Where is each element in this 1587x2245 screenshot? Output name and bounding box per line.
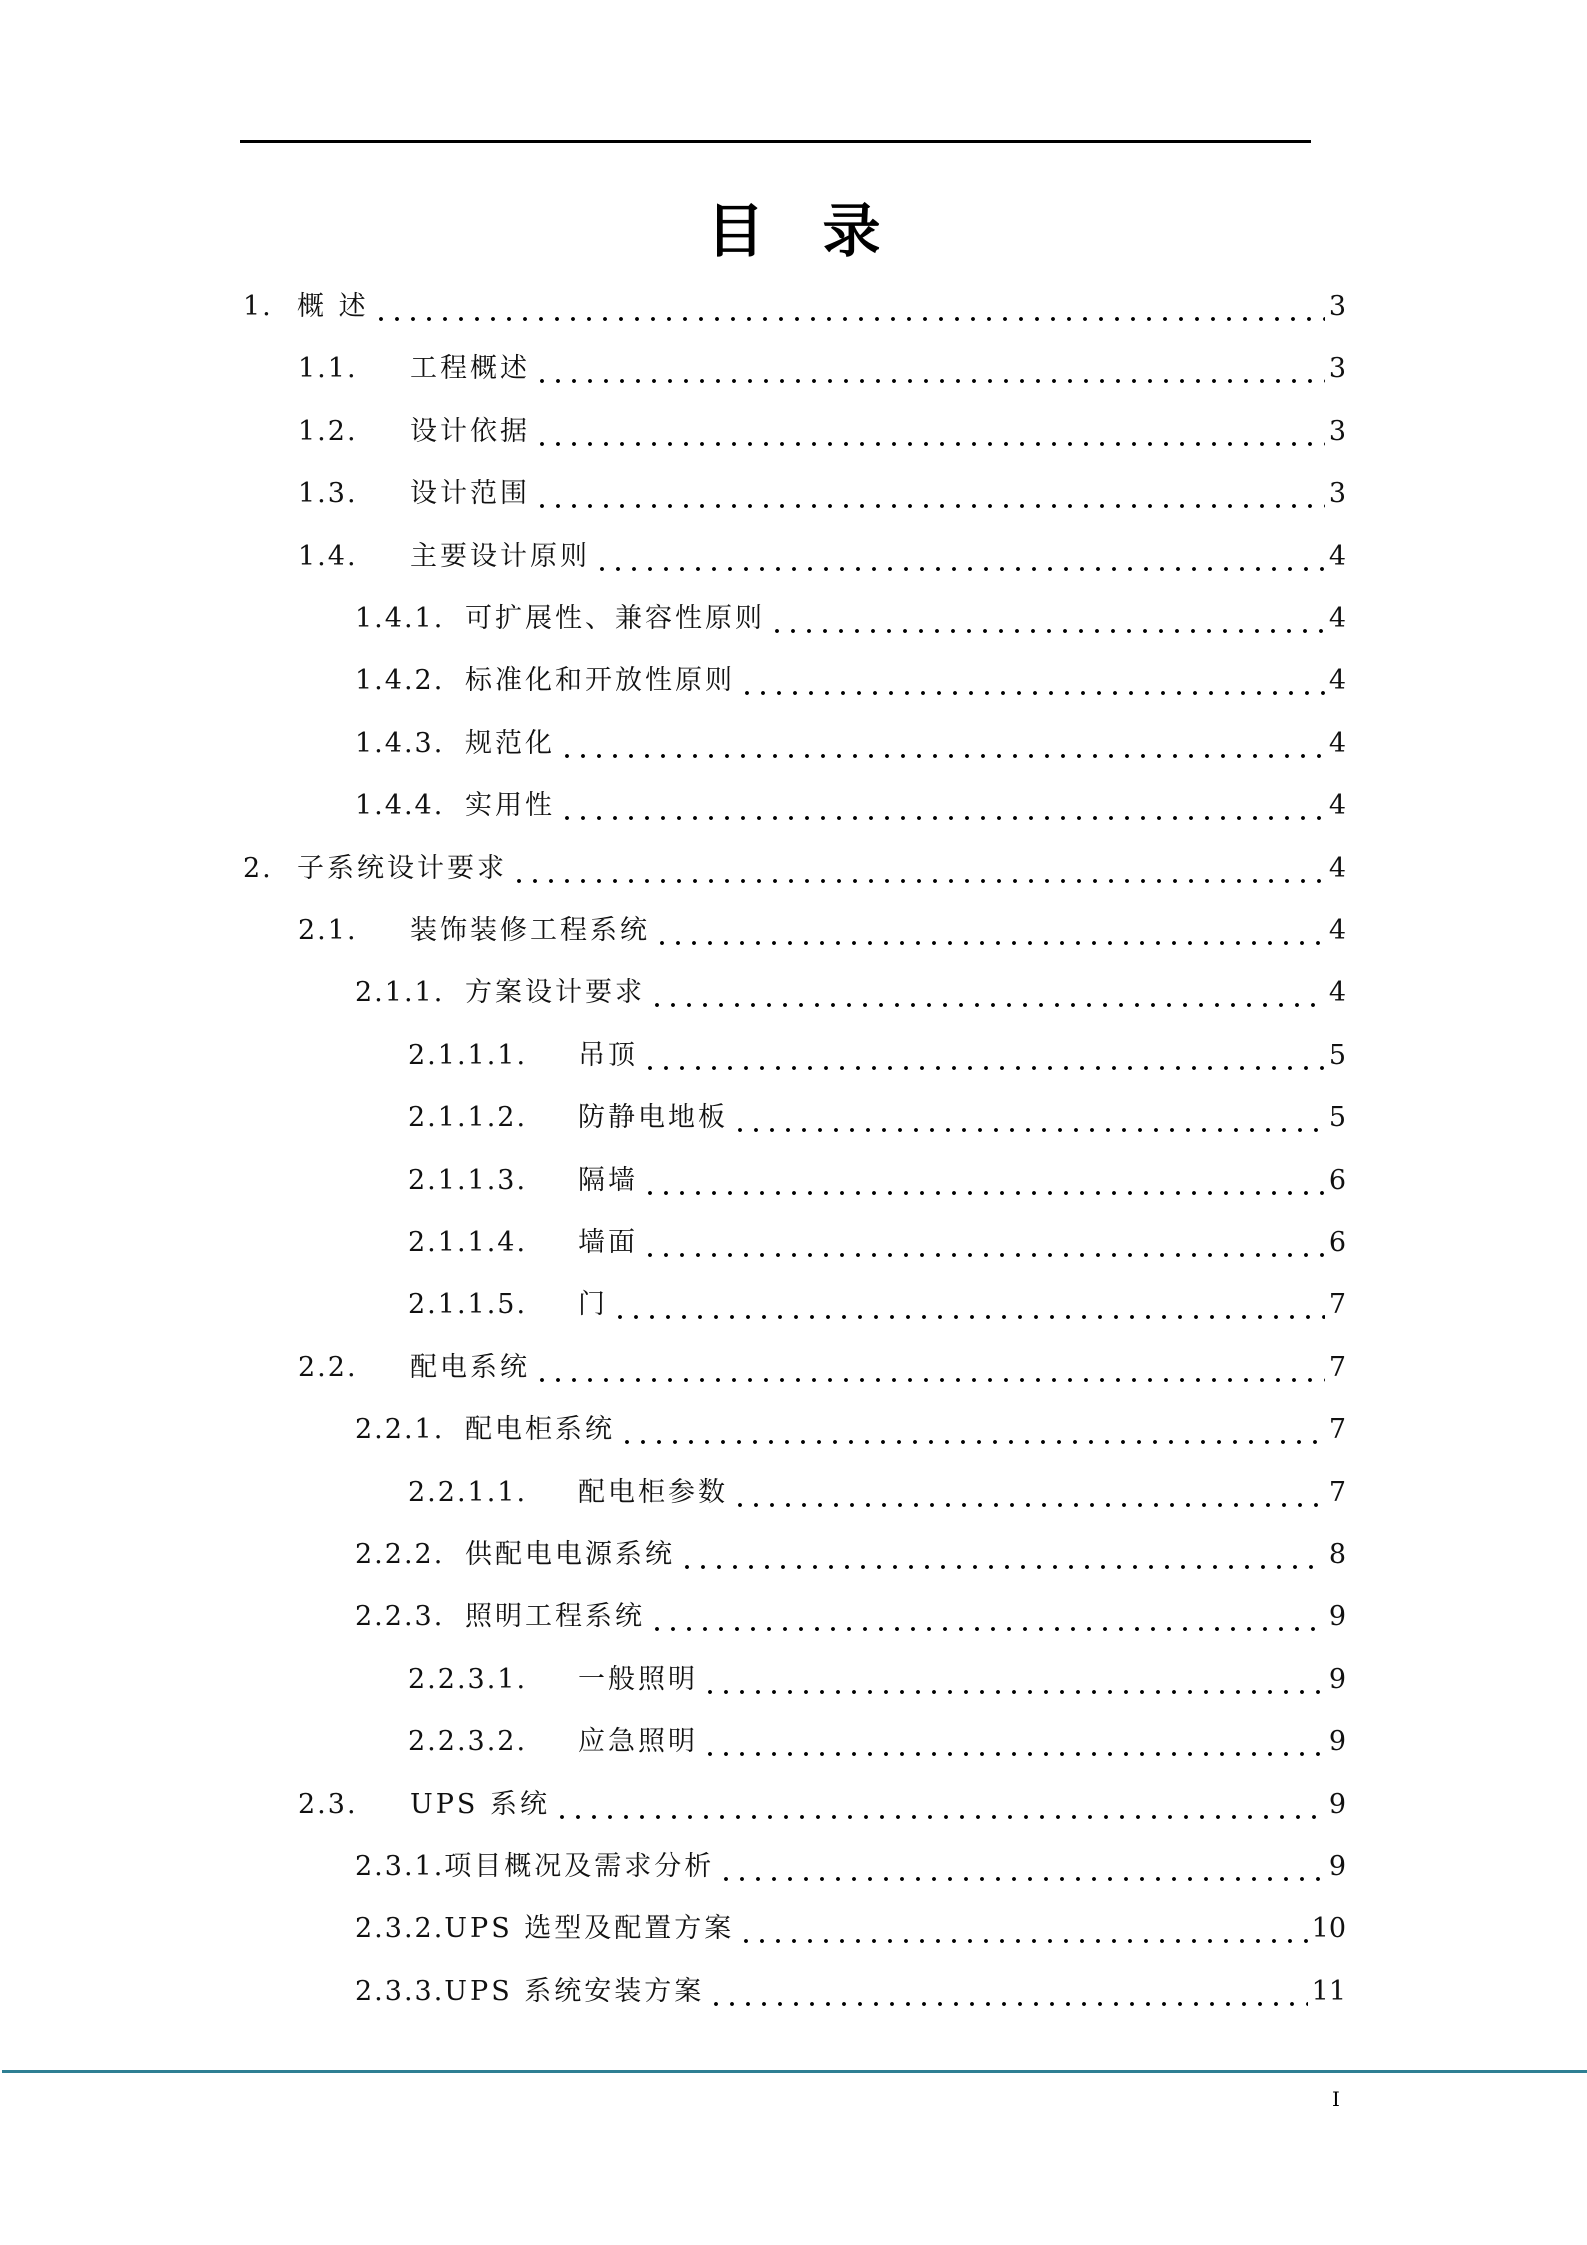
toc-entry[interactable]	[355, 1898, 1346, 1960]
dot-leader	[534, 338, 1325, 400]
toc-entry-page: 4	[1328, 727, 1346, 759]
toc-entry-page: 3	[1328, 291, 1346, 322]
toc-entry-title: 子系统设计要求	[297, 852, 507, 884]
toc-entry-title: 配电柜参数	[578, 1476, 728, 1508]
page-number: I	[1332, 2087, 1340, 2111]
toc-entry[interactable]	[298, 526, 1346, 588]
toc-entry-number: 1.	[243, 291, 273, 322]
toc-entry-number: 2.2.3.1.	[408, 1663, 528, 1695]
toc-entry-number: 2.1.	[298, 915, 358, 946]
dot-leader	[642, 1212, 1325, 1274]
dot-leader	[654, 900, 1325, 962]
toc-entry-page: 7	[1328, 1476, 1346, 1508]
dot-leader	[718, 1836, 1325, 1898]
header-rule	[240, 140, 1311, 143]
toc-entry[interactable]	[243, 276, 1346, 338]
toc-entry-number: 2.3.3.	[355, 1975, 445, 2007]
toc-entry-title: 供配电电源系统	[465, 1539, 675, 1570]
toc-entry-number: 1.3.	[298, 478, 358, 510]
toc-entry-page: 8	[1328, 1539, 1346, 1570]
toc-entry-number: 2.2.	[298, 1351, 358, 1383]
toc-entry-page: 9	[1328, 1601, 1346, 1633]
toc-entry-page: 5	[1328, 1039, 1346, 1071]
toc-entry-number: 2.3.	[298, 1788, 358, 1820]
toc-entry[interactable]	[355, 1524, 1346, 1586]
dot-leader	[612, 1274, 1325, 1336]
toc-entry-page: 6	[1328, 1227, 1346, 1258]
toc-entry[interactable]	[408, 1025, 1346, 1087]
dot-leader	[708, 1961, 1307, 2023]
dot-leader	[534, 401, 1325, 463]
toc-entry[interactable]	[355, 1836, 1346, 1898]
toc-entry[interactable]	[408, 1711, 1346, 1773]
toc-entry-title: 标准化和开放性原则	[465, 665, 735, 697]
toc-entry-page: 4	[1328, 790, 1346, 822]
toc-entry-page: 10	[1311, 1913, 1346, 1945]
toc-entry-title: 门	[578, 1289, 608, 1321]
toc-entry-title: 规范化	[465, 727, 555, 759]
toc-entry-number: 1.2.	[298, 415, 358, 447]
toc-entry[interactable]	[408, 1150, 1346, 1212]
toc-entry-page: 6	[1328, 1164, 1346, 1196]
toc-entry-page: 7	[1328, 1414, 1346, 1446]
dot-leader	[534, 1337, 1325, 1399]
toc-entry-title: 设计依据	[410, 415, 530, 447]
toc-entry[interactable]	[298, 1337, 1346, 1399]
dot-leader	[649, 1586, 1325, 1648]
toc-entry-page: 9	[1328, 1851, 1346, 1882]
toc-entry-page: 9	[1328, 1726, 1346, 1758]
toc-entry-number: 2.1.1.2.	[408, 1102, 528, 1134]
toc-entry-title: 方案设计要求	[465, 977, 645, 1009]
toc-entry-number: 2.	[243, 852, 273, 884]
toc-entry-number: 1.4.2.	[355, 665, 445, 697]
toc-entry-number: 2.2.3.2.	[408, 1726, 528, 1758]
toc-entry-title: 一般照明	[578, 1663, 698, 1695]
toc-entry[interactable]	[298, 338, 1346, 400]
toc-entry[interactable]	[408, 1462, 1346, 1524]
toc-entry-title: 主要设计原则	[410, 540, 590, 572]
toc-entry[interactable]	[408, 1212, 1346, 1274]
toc-entry[interactable]	[243, 838, 1346, 900]
dot-leader	[511, 838, 1325, 900]
toc-entry-number: 1.4.4.	[355, 790, 445, 822]
toc-entry[interactable]	[355, 962, 1346, 1024]
toc-entry-title: 工程概述	[410, 353, 530, 385]
toc-entry-page: 4	[1328, 603, 1346, 634]
toc-entry-page: 9	[1328, 1663, 1346, 1695]
toc-entry-title: 设计范围	[410, 478, 530, 510]
toc-entry[interactable]	[355, 650, 1346, 712]
toc-entry-page: 3	[1328, 415, 1346, 447]
toc-entry-number: 2.1.1.3.	[408, 1164, 528, 1196]
toc-entry-title: 装饰装修工程系统	[410, 915, 650, 946]
toc-entry-page: 4	[1328, 915, 1346, 946]
toc-entry[interactable]	[408, 1274, 1346, 1336]
toc-entry-number: 1.4.3.	[355, 727, 445, 759]
toc-entry-title: 配电柜系统	[465, 1414, 615, 1446]
toc-entry-title: 可扩展性、兼容性原则	[465, 603, 765, 634]
toc-entry-title: UPS 选型及配置方案	[444, 1913, 735, 1945]
toc-entry-number: 2.1.1.5.	[408, 1289, 528, 1321]
toc-entry-page: 4	[1328, 977, 1346, 1009]
page-title: 目录	[706, 197, 939, 265]
dot-leader	[534, 463, 1325, 525]
dot-leader	[702, 1711, 1325, 1773]
toc-entry[interactable]	[355, 588, 1346, 650]
dot-leader	[769, 588, 1325, 650]
toc-entry[interactable]	[355, 1399, 1346, 1461]
toc-entry-page: 4	[1328, 852, 1346, 884]
dot-leader	[554, 1774, 1325, 1836]
toc-entry[interactable]	[355, 775, 1346, 837]
dot-leader	[559, 713, 1325, 775]
toc-entry[interactable]	[408, 1087, 1346, 1149]
toc-entry-page: 4	[1328, 540, 1346, 572]
toc-entry-page: 3	[1328, 353, 1346, 385]
toc-entry[interactable]	[298, 463, 1346, 525]
toc-entry-title: 吊顶	[578, 1039, 638, 1071]
dot-leader	[642, 1025, 1325, 1087]
dot-leader	[619, 1399, 1325, 1461]
dot-leader	[732, 1462, 1325, 1524]
toc-entry-title: 配电系统	[410, 1351, 530, 1383]
toc-entry[interactable]	[298, 1774, 1346, 1836]
toc-entry-page: 7	[1328, 1351, 1346, 1383]
toc-entry-title: 应急照明	[578, 1726, 698, 1758]
toc-entry[interactable]	[355, 1586, 1346, 1648]
toc-entry-title: UPS 系统安装方案	[444, 1975, 705, 2007]
toc-entry[interactable]	[298, 401, 1346, 463]
toc-entry-title: 实用性	[465, 790, 555, 822]
toc-entry[interactable]	[408, 1649, 1346, 1711]
toc-entry[interactable]	[298, 900, 1346, 962]
toc-entry-number: 2.2.1.1.	[408, 1476, 528, 1508]
toc-entry-title: 项目概况及需求分析	[444, 1851, 715, 1882]
toc-entry-page: 4	[1328, 665, 1346, 697]
toc-entry-number: 2.1.1.4.	[408, 1227, 528, 1258]
dot-leader	[373, 276, 1325, 338]
dot-leader	[738, 1898, 1307, 1960]
toc-entry-title: 防静电地板	[578, 1102, 728, 1134]
dot-leader	[739, 650, 1325, 712]
toc-entry-page: 5	[1328, 1102, 1346, 1134]
toc-entry-number: 2.1.1.	[355, 977, 445, 1009]
dot-leader	[649, 962, 1325, 1024]
dot-leader	[702, 1649, 1325, 1711]
toc-entry[interactable]	[355, 713, 1346, 775]
toc-entry-number: 1.1.	[298, 353, 358, 385]
toc-entry-number: 2.1.1.1.	[408, 1039, 528, 1071]
dot-leader	[732, 1087, 1325, 1149]
toc-entry-title: UPS 系统	[410, 1788, 551, 1820]
dot-leader	[559, 775, 1325, 837]
toc-entry-page: 11	[1311, 1975, 1346, 2007]
toc-entry-title: 照明工程系统	[465, 1601, 645, 1633]
toc-entry-title: 墙面	[578, 1227, 638, 1258]
footer-rule	[2, 2070, 1587, 2073]
toc-entry-page: 7	[1328, 1289, 1346, 1321]
toc-entry-page: 9	[1328, 1788, 1346, 1820]
toc-entry-number: 2.2.3.	[355, 1601, 445, 1633]
dot-leader	[679, 1524, 1325, 1586]
toc-entry[interactable]	[355, 1961, 1346, 2023]
toc-entry-title: 概 述	[297, 291, 369, 322]
toc-entry-number: 2.3.2.	[355, 1913, 445, 1945]
toc-entry-number: 2.2.2.	[355, 1539, 445, 1570]
toc-entry-title: 隔墙	[578, 1164, 638, 1196]
dot-leader	[594, 526, 1325, 588]
toc-entry-number: 2.3.1.	[355, 1851, 445, 1882]
dot-leader	[642, 1150, 1325, 1212]
toc-entry-page: 3	[1328, 478, 1346, 510]
toc-entry-number: 2.2.1.	[355, 1414, 445, 1446]
toc-entry-number: 1.4.	[298, 540, 358, 572]
toc-entry-number: 1.4.1.	[355, 603, 445, 634]
